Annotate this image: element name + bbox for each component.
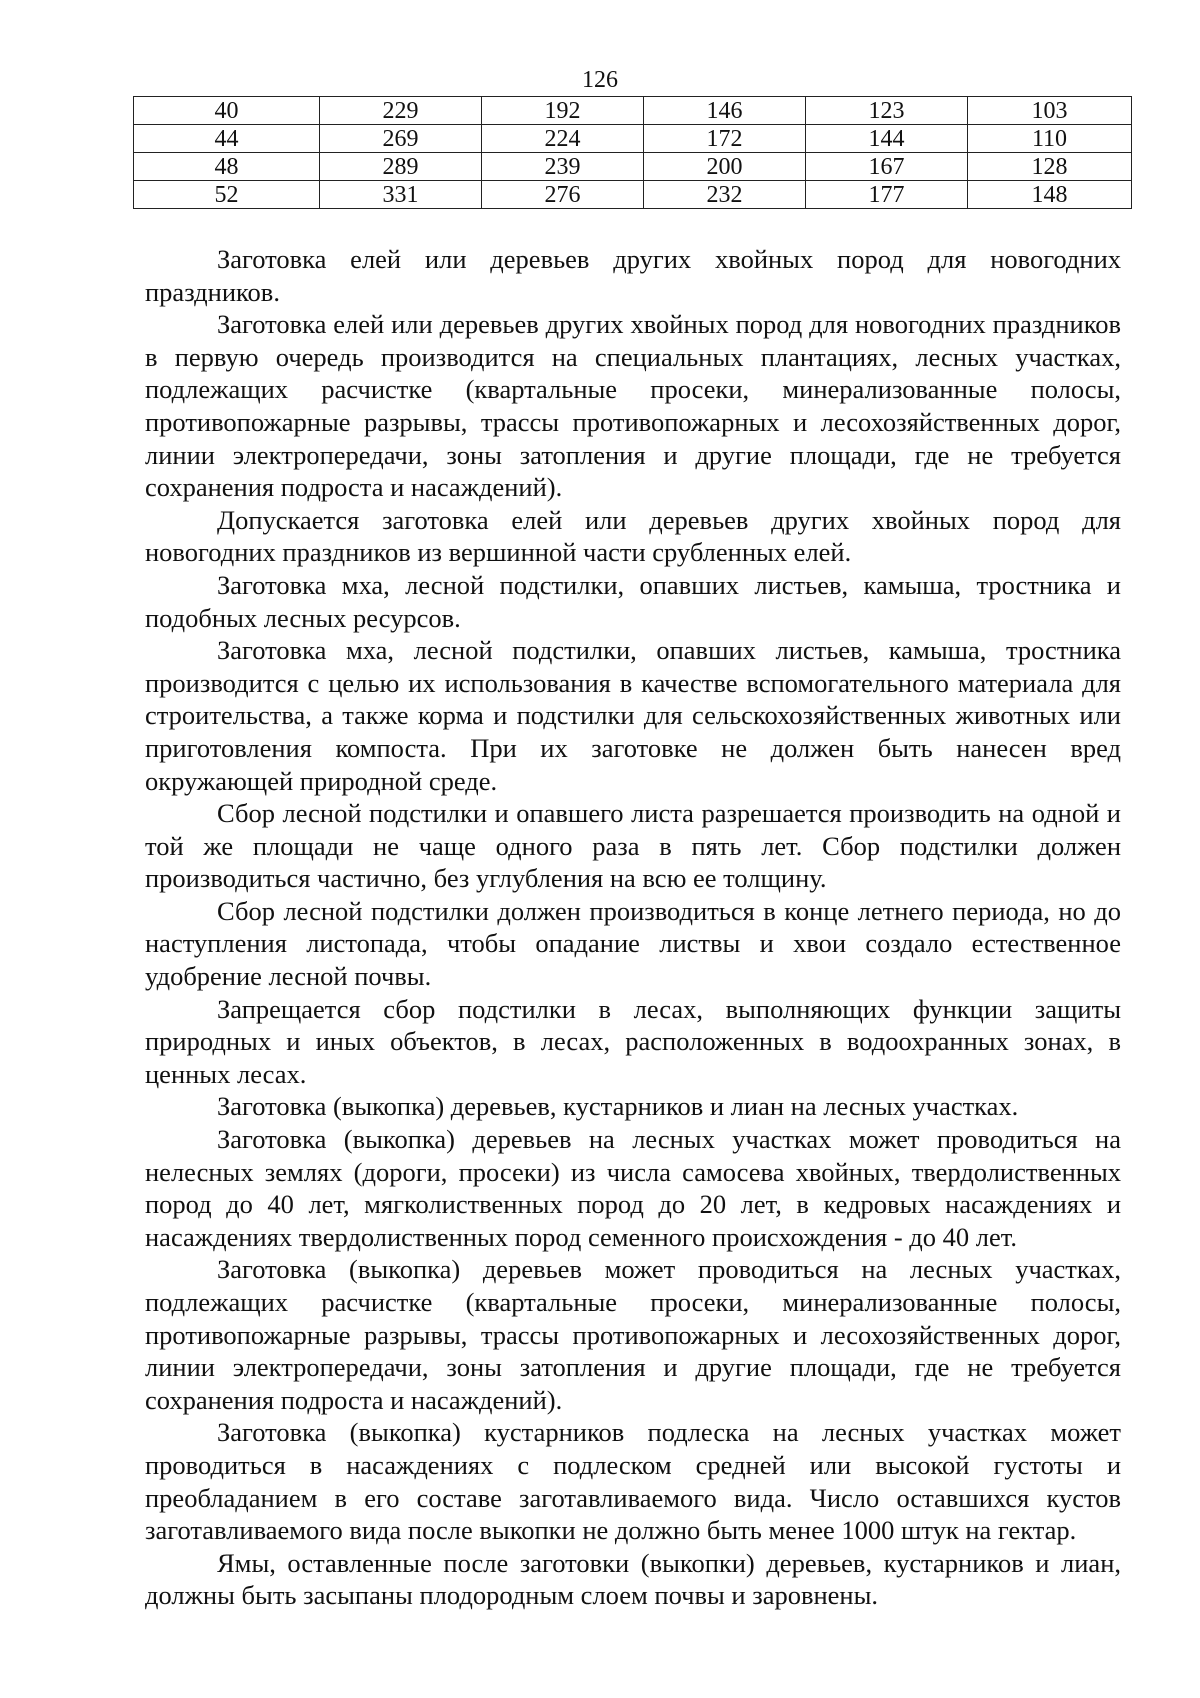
table-cell: 224 [482, 125, 644, 153]
paragraph: Запрещается сбор подстилки в лесах, выполняющих функции защиты природных и иных объектов, в лесах, расположенных в водоохранных зонах, в ценных лесах. [145, 993, 1121, 1089]
table-row [134, 97, 1132, 125]
paragraph-heading: Заготовка (выкопка) деревьев, кустарников и лиан на лесных участках. [217, 1091, 1019, 1122]
table-cell: 148 [968, 181, 1132, 209]
paragraph-heading: Заготовка мха, лесной подстилки, опавших листьев, камыша, тростника и подобных лесных ресурсов. [145, 569, 1121, 633]
table-cell: 172 [644, 125, 806, 153]
paragraph-heading: Заготовка елей или деревьев других хвойных пород для новогодних праздников. [145, 244, 1121, 307]
paragraph: Заготовка (выкопка) кустарников подлеска на лесных участках может проводиться в насаждениях с подлеском средней или высокой густоты и преобладанием в его составе заготавливаемого вида. Число оставшихся кустов заготавливаемого вида после выкопки не должно быть менее 1000 штук на гектар. [145, 1417, 1121, 1546]
paragraph: Заготовка (выкопка) деревьев на лесных участках может проводиться на нелесных землях (дороги, просеки) из числа самосева хвойных, твердолиственных пород до 40 лет, мягколиственных пород до 20 лет, в кедровых насаждениях и насаждениях твердолиственных пород семенного происхождения - до 40 лет. [145, 1124, 1121, 1252]
paragraph: Заготовка мха, лесной подстилки, опавших листьев, камыша, тростника производится с целью их использования в качестве вспомогательного материала для строительства, а также корма и подстилки для сельскохозяйственных животных или приготовления компоста. При их заготовке не должен быть нанесен вред окружающей природной среде. [145, 635, 1121, 796]
table-cell: 40 [134, 97, 320, 125]
table-cell: 331 [320, 181, 482, 209]
table-cell: 146 [644, 97, 806, 125]
table-cell: 167 [806, 153, 968, 181]
table-cell: 289 [320, 153, 482, 181]
table-cell: 232 [644, 181, 806, 209]
table-row [134, 153, 1132, 181]
document-body [145, 243, 1121, 1612]
table-row [134, 125, 1132, 153]
table-cell: 192 [482, 97, 644, 125]
table-cell: 103 [968, 97, 1132, 125]
table-cell: 110 [968, 125, 1132, 153]
paragraph: Допускается заготовка елей или деревьев других хвойных пород для новогодних праздников из вершинной части срубленных елей. [145, 504, 1121, 568]
paragraph: Заготовка елей или деревьев других хвойных пород для новогодних праздников в первую очередь производится на специальных плантациях, лесных участках, подлежащих расчистке (квартальные просеки, минерализованные полосы, противопожарные разрывы, трассы противопожарных и лесохозяйственных дорог, линии электропередачи, зоны затопления и другие площади, где не требуется сохранения подроста и насаждений). [145, 309, 1121, 503]
table-cell: 144 [806, 125, 968, 153]
table-cell: 200 [644, 153, 806, 181]
paragraph: Сбор лесной подстилки должен производиться в конце летнего периода, но до наступления листопада, чтобы опадание листвы и хвои создало естественное удобрение лесной почвы. [145, 895, 1121, 992]
table-cell: 229 [320, 97, 482, 125]
paragraph: Ямы, оставленные после заготовки (выкопки) деревьев, кустарников и лиан, должны быть засыпаны плодородным слоем почвы и заровнены. [145, 1547, 1121, 1611]
table-cell: 177 [806, 181, 968, 209]
paragraph: Заготовка (выкопка) деревьев может проводиться на лесных участках, подлежащих расчистке (квартальные просеки, минерализованные полосы, противопожарные разрывы, трассы противопожарных и лесохозяйственных дорог, линии электропередачи, зоны затопления и другие площади, где не требуется сохранения подроста и насаждений). [145, 1254, 1121, 1415]
table-cell: 48 [134, 153, 320, 181]
table-row [134, 181, 1132, 209]
table-cell: 269 [320, 125, 482, 153]
paragraph: Сбор лесной подстилки и опавшего листа разрешается производить на одной и той же площади не чаще одного раза в пять лет. Сбор подстилки должен производиться частично, без углубления на всю ее толщину. [145, 798, 1121, 894]
table-cell: 44 [134, 125, 320, 153]
table-cell: 123 [806, 97, 968, 125]
table-cell: 276 [482, 181, 644, 209]
table-cell: 52 [134, 181, 320, 209]
page-number: 126 [582, 67, 618, 93]
data-table [133, 96, 1132, 209]
table-cell: 239 [482, 153, 644, 181]
table-cell: 128 [968, 153, 1132, 181]
